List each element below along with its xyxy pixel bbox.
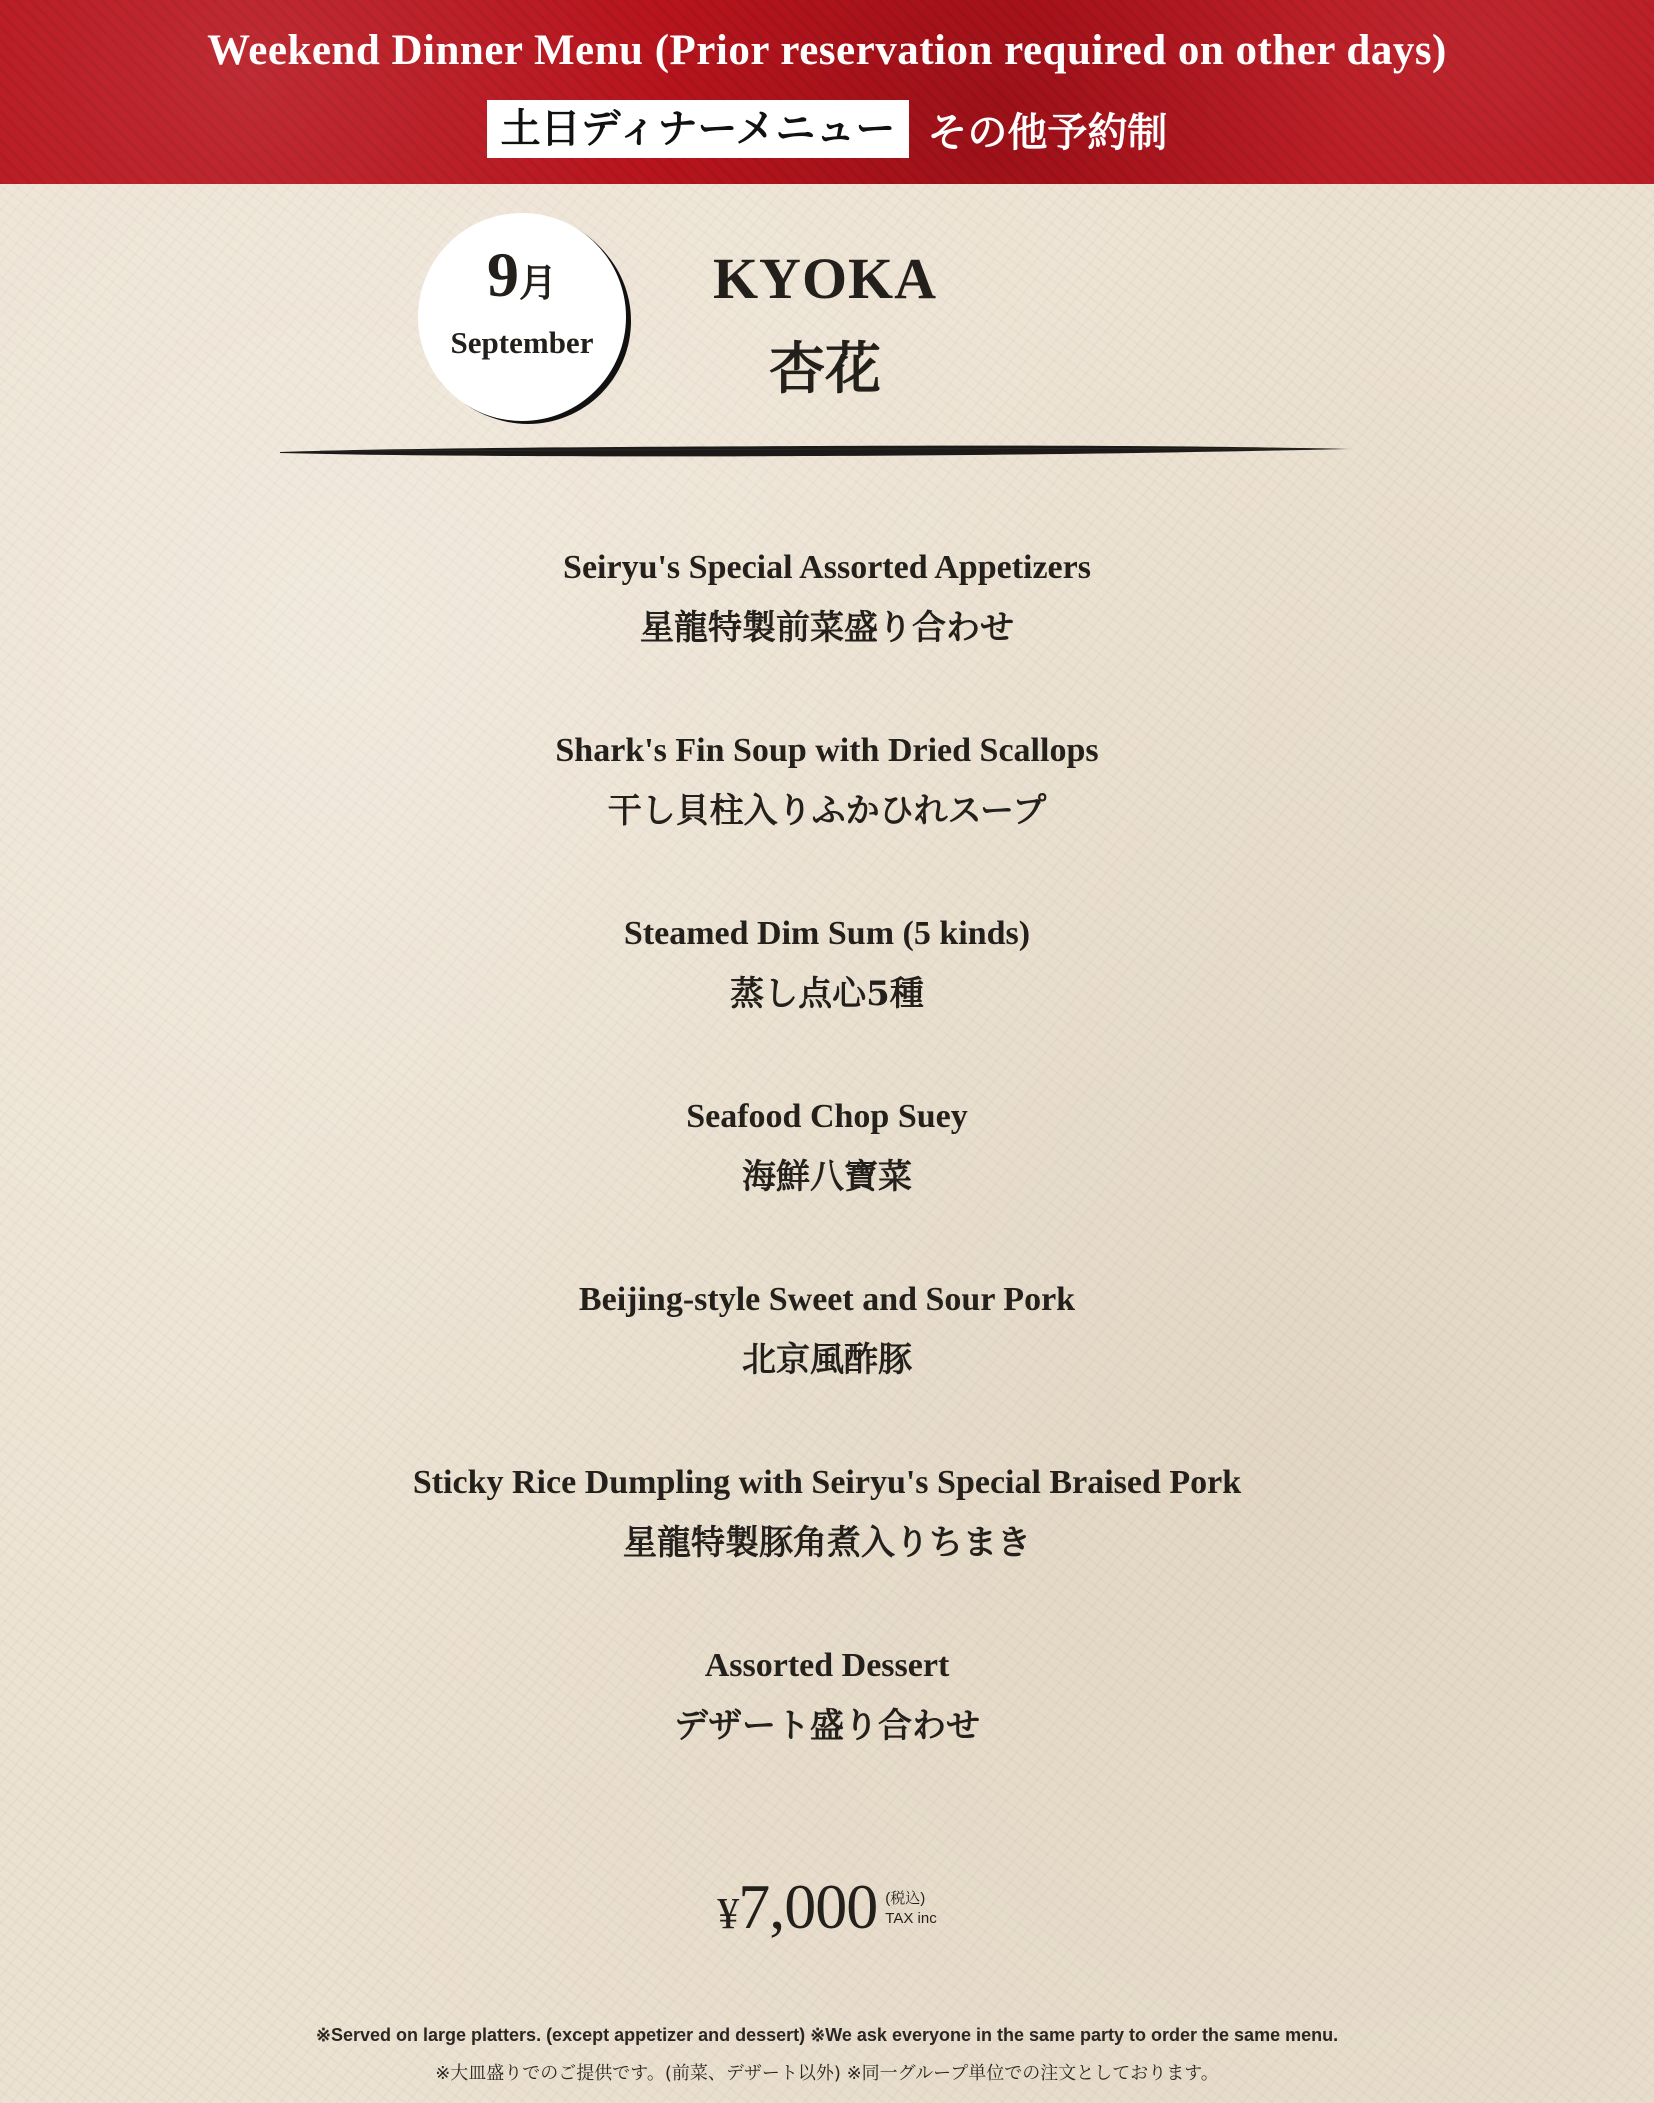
menu-item-jp: 蒸し点心5種	[730, 974, 924, 1014]
price-value	[717, 1870, 877, 1944]
tax-note	[885, 1885, 936, 1929]
menu-item-jp: 北京風酢豚	[742, 1340, 912, 1380]
menu-item	[0, 1270, 1654, 1453]
course-name-jp: 杏花	[769, 336, 881, 402]
tax-note-jp: (税込)	[885, 1890, 926, 1907]
brush-divider	[280, 440, 1350, 464]
menu-item	[0, 721, 1654, 904]
footnote-en: ※Served on large platters. (except appetizer and dessert) ※We ask everyone in the same party to order the same menu.	[315, 2025, 1339, 2045]
menu-item	[0, 1087, 1654, 1270]
menu-item-en: Steamed Dim Sum (5 kinds)	[623, 915, 1031, 952]
menu-item-jp: 星龍特製豚角煮入りちまき	[623, 1523, 1031, 1563]
menu-item	[0, 1453, 1654, 1636]
menu-item	[0, 538, 1654, 721]
banner-title-en: Weekend Dinner Menu (Prior reservation required on other days)	[207, 27, 1447, 74]
footnote-jp: ※大皿盛りでのご提供です。(前菜、デザート以外) ※同一グループ単位での注文としております。	[435, 2063, 1219, 2084]
month-badge	[418, 213, 626, 421]
tax-note-en: TAX inc	[885, 1910, 937, 1927]
menu-item	[0, 1636, 1654, 1819]
menu-item-jp: デザート盛り合わせ	[674, 1706, 980, 1746]
menu-item-en: Shark's Fin Soup with Dried Scallops	[555, 732, 1099, 769]
price	[0, 1870, 1654, 1944]
month-kanji: 月	[518, 260, 557, 305]
price-currency: ¥	[717, 1889, 739, 1938]
menu-item-en: Sticky Rice Dumpling with Seiryu's Special Braised Pork	[412, 1464, 1242, 1501]
menu-list	[0, 538, 1654, 1819]
menu-item	[0, 904, 1654, 1087]
menu-item-jp: 星龍特製前菜盛り合わせ	[640, 608, 1014, 648]
month-english: September	[450, 325, 594, 360]
banner-jp-row	[0, 100, 1654, 158]
price-amount: 7,000	[738, 1871, 878, 1942]
banner-title-jp-other: その他予約制	[927, 108, 1168, 156]
header-banner	[0, 0, 1654, 184]
menu-item-jp: 海鮮八寶菜	[742, 1157, 912, 1197]
menu-item-en: Seafood Chop Suey	[686, 1098, 968, 1135]
course-name-en: KYOKA	[712, 246, 938, 311]
menu-item-en: Beijing-style Sweet and Sour Pork	[578, 1281, 1076, 1318]
month-digit: 9	[486, 239, 519, 310]
menu-item-jp: 干し貝柱入りふかひれスープ	[607, 791, 1047, 831]
banner-title-jp-box: 土日ディナーメニュー	[487, 100, 910, 158]
menu-item-en: Seiryu's Special Assorted Appetizers	[563, 549, 1091, 586]
menu-item-en: Assorted Dessert	[704, 1647, 950, 1684]
month-number	[418, 239, 626, 310]
